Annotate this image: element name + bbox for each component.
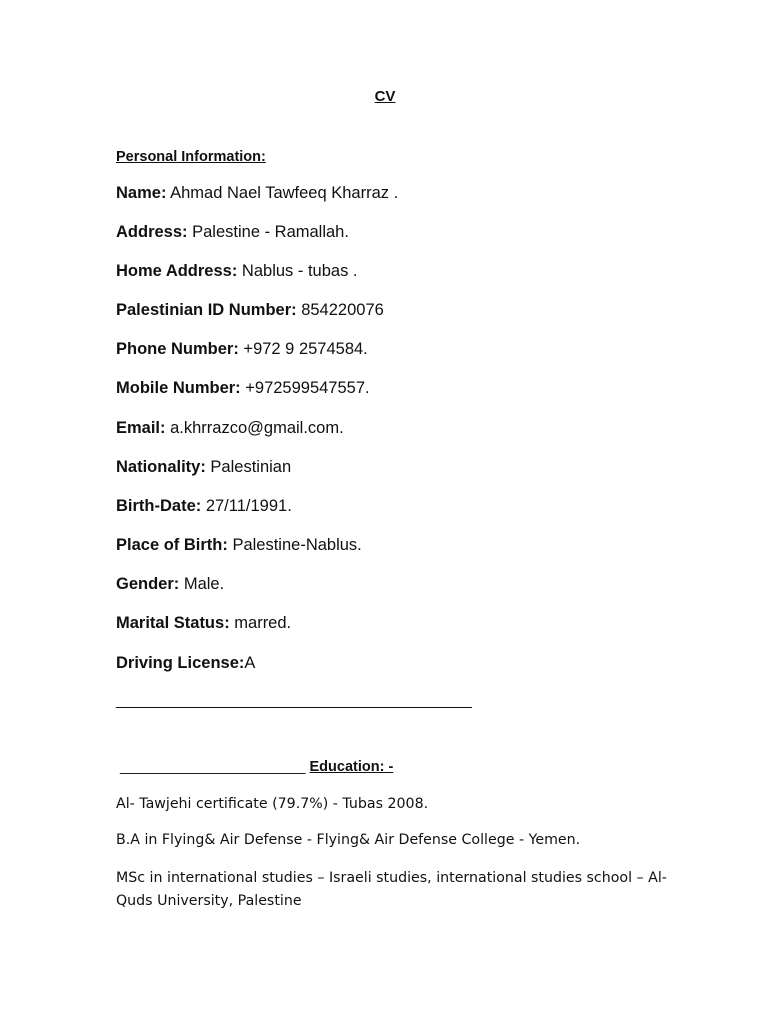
field-nationality: Nationality: Palestinian xyxy=(116,458,292,476)
field-address: Address: Palestine - Ramallah. xyxy=(116,223,349,241)
education-item: MSc in international studies – Israeli studies, international studies school – Al-Quds University, Palestine xyxy=(116,870,667,909)
field-home-address: Home Address: Nablus - tubas . xyxy=(116,262,358,280)
education-heading xyxy=(120,759,393,775)
document-title: CV xyxy=(374,88,396,105)
education-heading-rule: _______________________ xyxy=(120,759,310,775)
education-heading-title: Education: - xyxy=(309,759,394,775)
personal-information-heading: Personal Information: xyxy=(116,149,266,165)
field-id-number: Palestinian ID Number: 854220076 xyxy=(116,301,384,319)
field-driving-license: Driving License:A xyxy=(116,654,256,672)
section-divider: ________________________________________ xyxy=(116,692,472,709)
field-gender: Gender: Male. xyxy=(116,575,225,593)
field-birth-date: Birth-Date: 27/11/1991. xyxy=(116,497,292,515)
education-item: Al- Tawjehi certificate (79.7%) - Tubas 2008. xyxy=(116,796,429,812)
field-marital-status: Marital Status: marred. xyxy=(116,614,292,632)
field-phone: Phone Number: +972 9 2574584. xyxy=(116,340,368,358)
field-place-of-birth: Place of Birth: Palestine-Nablus. xyxy=(116,536,362,554)
education-item: B.A in Flying& Air Defense - Flying& Air Defense College - Yemen. xyxy=(116,832,581,848)
field-mobile: Mobile Number: +972599547557. xyxy=(116,379,370,397)
field-email: Email: a.khrrazco@gmail.com. xyxy=(116,419,344,437)
field-name: Name: Ahmad Nael Tawfeeq Kharraz . xyxy=(116,184,399,202)
